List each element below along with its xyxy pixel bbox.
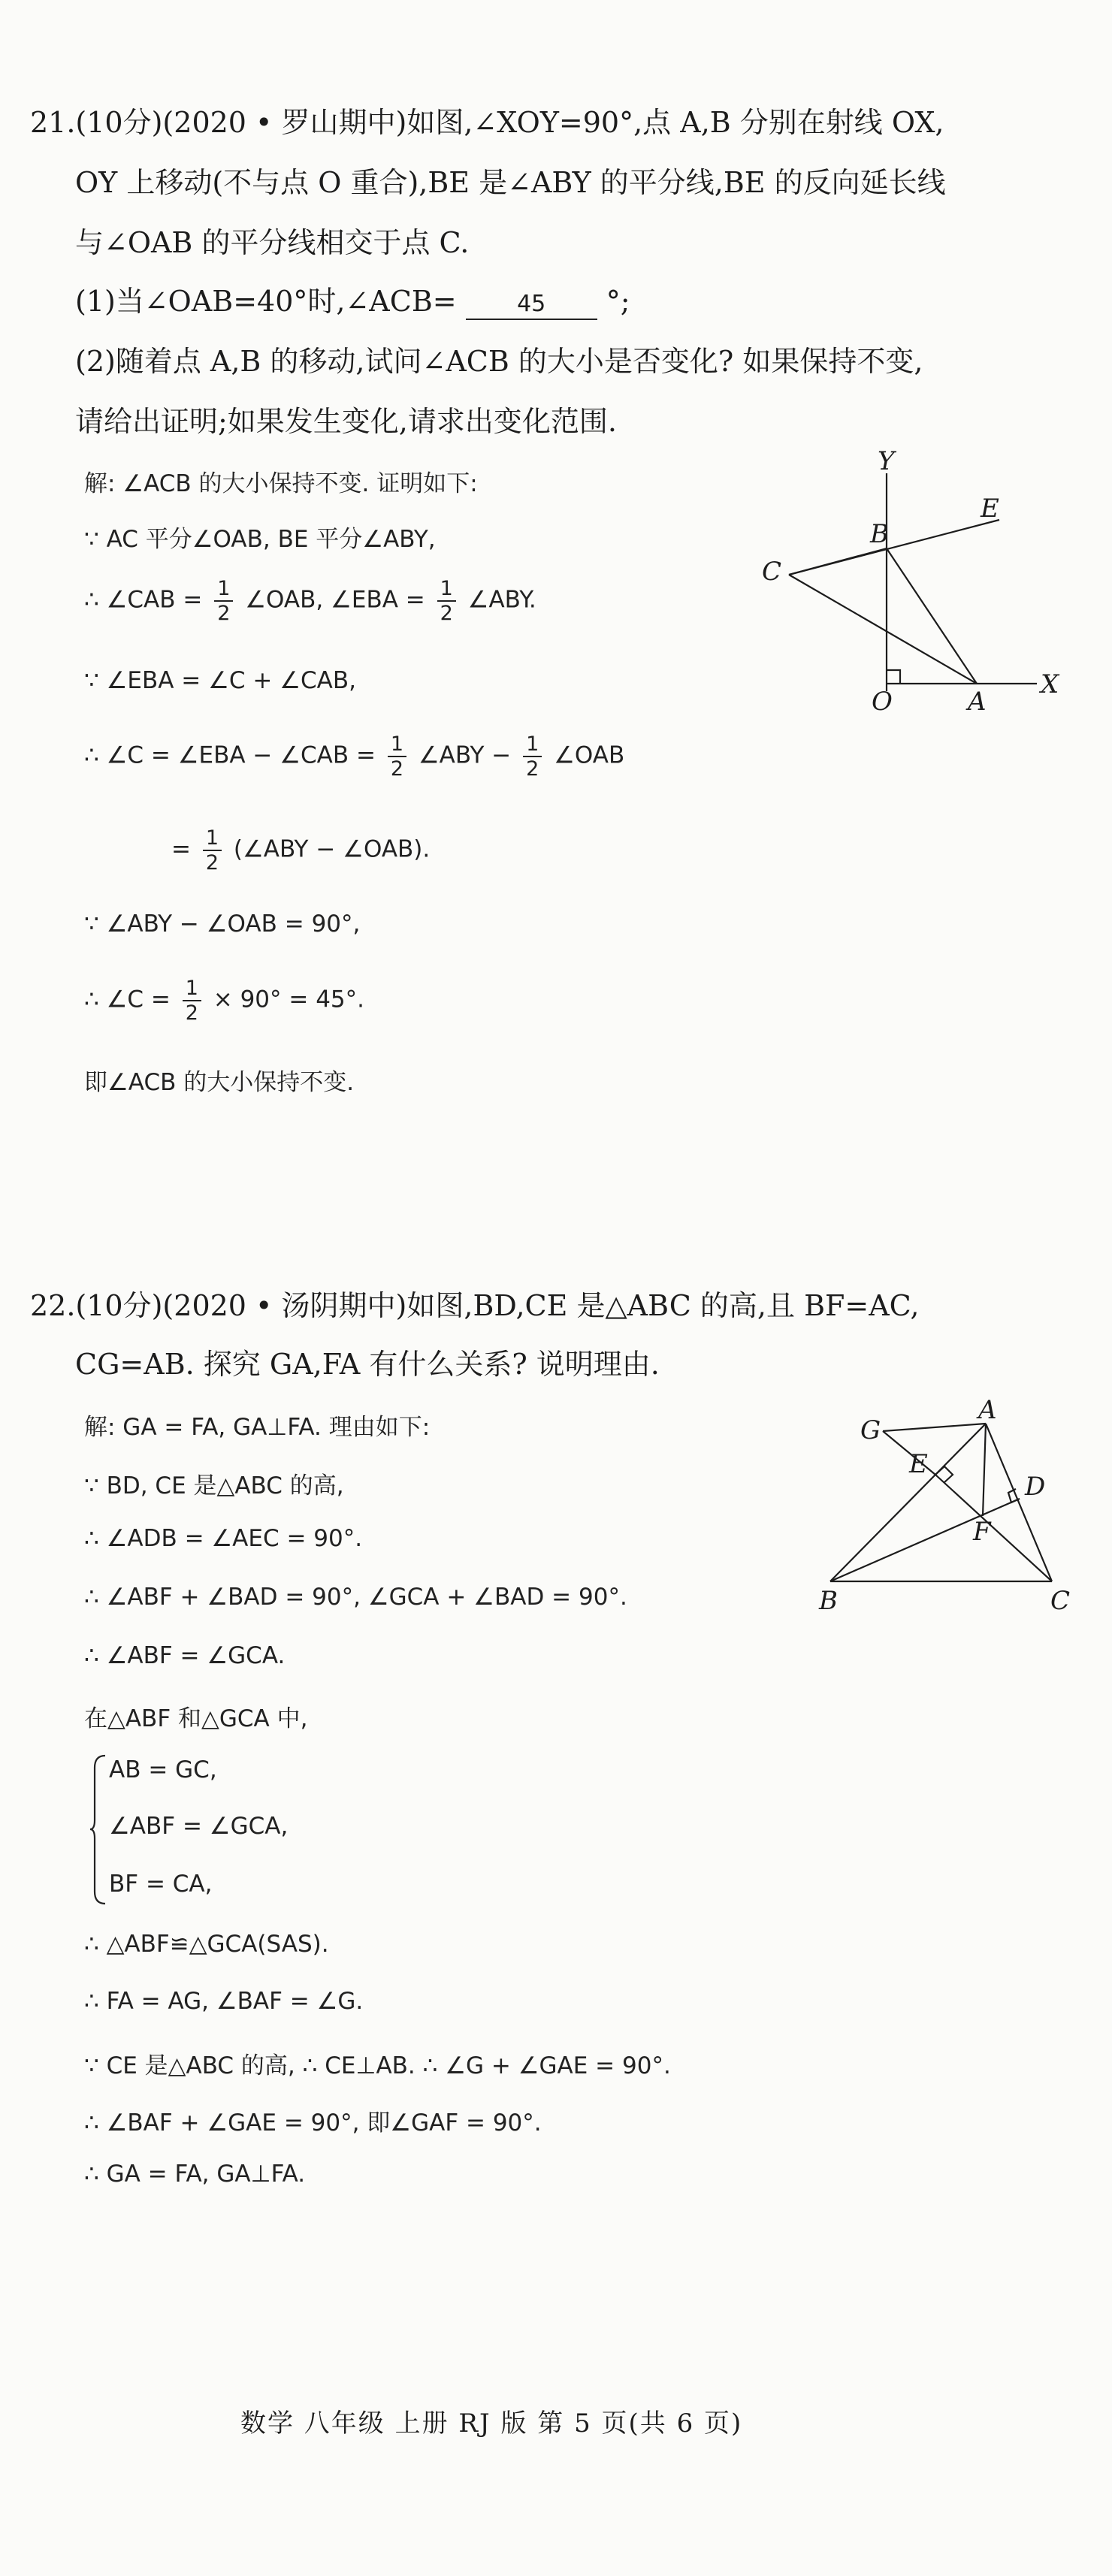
label-x: X	[1041, 669, 1059, 699]
fraction-denominator: 2	[390, 757, 404, 781]
text-segment: ∠ABY −	[418, 741, 512, 769]
q21-line-2: OY 上移动(不与点 O 重合),BE 是∠ABY 的平分线,BE 的反向延长线	[75, 166, 946, 199]
q22-solution-line-6: 在△ABF 和△GCA 中,	[84, 1705, 308, 1732]
fraction-half	[388, 732, 406, 781]
fraction-denominator: 2	[440, 602, 453, 626]
q22-solution-line-2: ∵ BD, CE 是△ABC 的高,	[84, 1472, 344, 1499]
segment-ba	[887, 548, 977, 684]
fraction-half	[437, 577, 456, 625]
q22-line-1: 22.(10分)(2020 • 汤阴期中)如图,BD,CE 是△ABC 的高,且 BF=AC,	[30, 1289, 920, 1322]
q21-part2-line-2: 请给出证明;如果发生变化,请求出变化范围.	[75, 405, 617, 438]
q21-solution-line-5	[84, 732, 624, 781]
q22-solution-line-3: ∴ ∠ADB = ∠AEC = 90°.	[84, 1525, 363, 1552]
q21-part1-answer: 45	[466, 290, 597, 320]
label-y: Y	[878, 451, 895, 476]
fraction-numerator: 1	[183, 977, 201, 1001]
q21-part1	[75, 284, 630, 320]
label-e: E	[909, 1449, 928, 1479]
q21-solution-line-3	[84, 577, 536, 625]
segment-af	[983, 1424, 986, 1516]
q22-solution-line-13: ∴ ∠BAF + ∠GAE = 90°, 即∠GAF = 90°.	[84, 2109, 542, 2137]
q21-part1-prefix: (1)当∠OAB=40°时,∠ACB=	[75, 285, 457, 318]
q22-solution-line-11: ∴ FA = AG, ∠BAF = ∠G.	[84, 1988, 364, 2015]
q22-solution-line-5: ∴ ∠ABF = ∠GCA.	[84, 1642, 286, 1669]
fraction-numerator: 1	[203, 826, 222, 851]
q22-solution-line-12: ∵ CE 是△ABC 的高, ∴ CE⊥AB. ∴ ∠G + ∠GAE = 90°.	[84, 2052, 671, 2079]
label-b: B	[819, 1586, 838, 1615]
label-b: B	[870, 519, 889, 549]
q21-solution-line-9: 即∠ACB 的大小保持不变.	[84, 1069, 355, 1096]
fraction-denominator: 2	[217, 602, 231, 626]
text-segment: ∴ ∠CAB =	[84, 586, 203, 614]
fraction-numerator: 1	[214, 577, 233, 602]
q21-line-1: 21.(10分)(2020 • 罗山期中)如图,∠XOY=90°,点 A,B 分别在射线 OX,	[30, 106, 944, 139]
text-segment: =	[171, 835, 191, 863]
q22-solution-line-10: ∴ △ABF≌△GCA(SAS).	[84, 1931, 329, 1958]
q21-part2-line-1: (2)随着点 A,B 的移动,试问∠ACB 的大小是否变化? 如果保持不变,	[75, 345, 923, 378]
fraction-half	[203, 826, 222, 874]
segment-cb	[789, 548, 887, 575]
page-footer: 数学 八年级 上册 RJ 版 第 5 页(共 6 页)	[240, 2408, 743, 2439]
q22-condition-1: AB = GC,	[109, 1756, 217, 1783]
q22-solution-line-1: 解: GA = FA, GA⊥FA. 理由如下:	[84, 1414, 431, 1441]
q22-condition-3: BF = CA,	[109, 1871, 213, 1898]
label-o: O	[872, 687, 893, 717]
q22-line-2: CG=AB. 探究 GA,FA 有什么关系? 说明理由.	[75, 1348, 660, 1381]
text-segment: ∠OAB	[554, 741, 625, 769]
q21-solution-line-1: 解: ∠ACB 的大小保持不变. 证明如下:	[84, 470, 478, 497]
altitude-bd	[830, 1499, 1020, 1581]
fraction-denominator: 2	[526, 757, 539, 781]
text-segment: × 90° = 45°.	[213, 986, 365, 1013]
label-c: C	[1050, 1586, 1071, 1615]
fraction-half	[183, 977, 201, 1025]
segment-ca	[789, 575, 977, 684]
fraction-denominator: 2	[185, 1001, 198, 1025]
label-f: F	[973, 1517, 991, 1547]
q21-solution-line-4: ∵ ∠EBA = ∠C + ∠CAB,	[84, 667, 356, 694]
segment-ga	[883, 1424, 986, 1431]
text-segment: (∠ABY − ∠OAB).	[233, 835, 431, 863]
right-angle-mark-e	[935, 1466, 953, 1483]
q21-solution-line-7: ∵ ∠ABY − ∠OAB = 90°,	[84, 911, 361, 938]
fraction-denominator: 2	[205, 851, 219, 875]
q22-condition-2: ∠ABF = ∠GCA,	[109, 1813, 289, 1840]
label-a: A	[968, 687, 987, 717]
q21-line-3: 与∠OAB 的平分线相交于点 C.	[75, 226, 470, 259]
fraction-half	[214, 577, 233, 625]
system-brace	[89, 1753, 108, 1907]
text-segment: ∴ ∠C = ∠EBA − ∠CAB =	[84, 741, 376, 769]
fraction-numerator: 1	[437, 577, 456, 602]
text-segment: ∴ ∠C =	[84, 986, 171, 1013]
q21-geometry-figure	[751, 451, 1082, 721]
q21-solution-line-6	[171, 826, 430, 874]
segment-ac	[986, 1424, 1052, 1581]
fraction-numerator: 1	[388, 732, 406, 757]
q21-solution-line-8	[84, 977, 364, 1025]
right-angle-mark	[887, 670, 900, 684]
label-c: C	[762, 557, 782, 587]
label-e: E	[981, 494, 999, 524]
fraction-half	[523, 732, 542, 781]
segment-ba	[830, 1424, 986, 1581]
label-g: G	[860, 1415, 881, 1445]
text-segment: ∠OAB, ∠EBA =	[245, 586, 425, 614]
label-d: D	[1025, 1472, 1046, 1502]
q22-solution-line-14: ∴ GA = FA, GA⊥FA.	[84, 2161, 306, 2188]
fraction-numerator: 1	[523, 732, 542, 757]
q21-part1-suffix: °;	[606, 285, 630, 318]
q22-solution-line-4: ∴ ∠ABF + ∠BAD = 90°, ∠GCA + ∠BAD = 90°.	[84, 1584, 627, 1611]
label-a: A	[978, 1397, 997, 1425]
text-segment: ∠ABY.	[467, 586, 536, 614]
q21-solution-line-2: ∵ AC 平分∠OAB, BE 平分∠ABY,	[84, 526, 436, 553]
q22-geometry-figure	[811, 1397, 1082, 1615]
